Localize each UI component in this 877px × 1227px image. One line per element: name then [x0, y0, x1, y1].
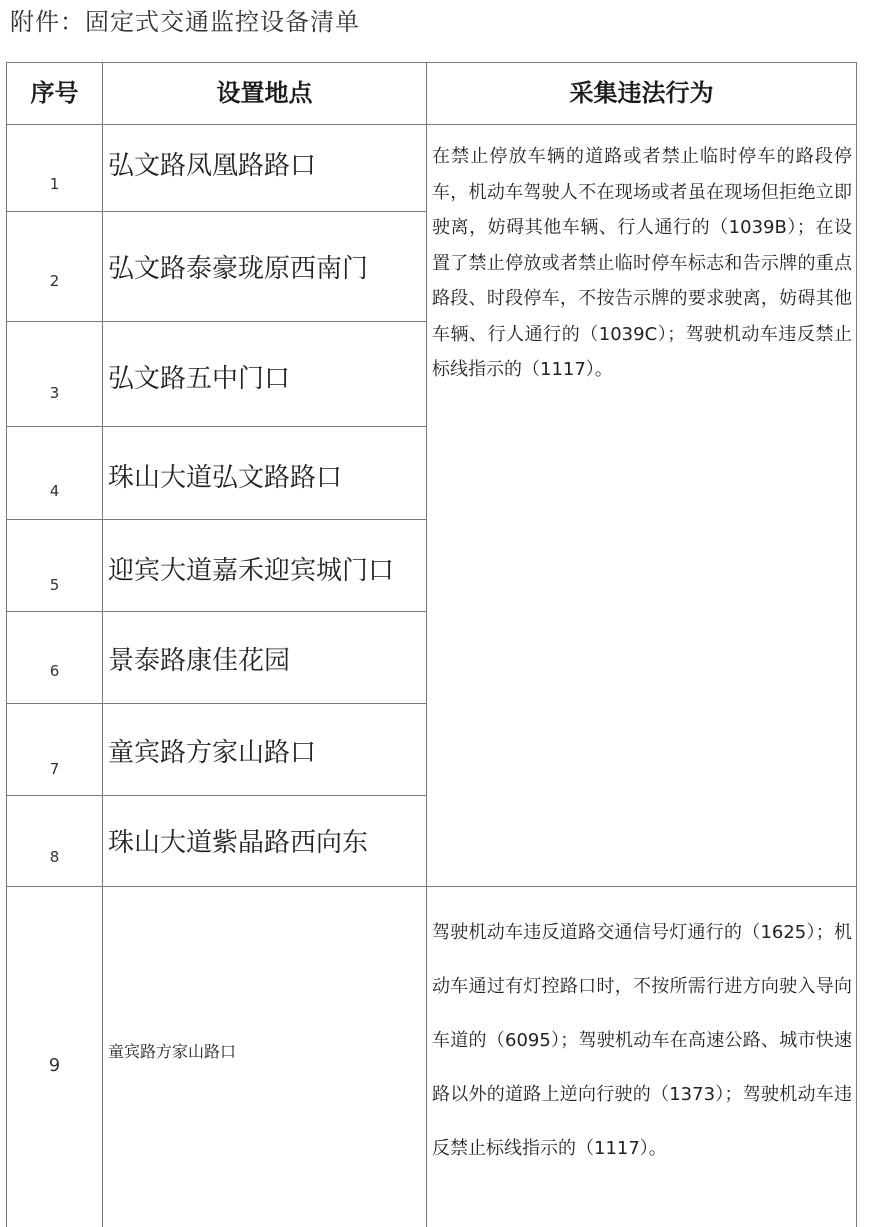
row-7-seq: 7 [7, 704, 103, 796]
row-4-seq: 4 [7, 427, 103, 520]
row-1-location: 弘文路凤凰路路口 [103, 125, 427, 212]
row-8-location: 珠山大道紫晶路西向东 [103, 796, 427, 887]
row-5-seq: 5 [7, 520, 103, 612]
document-title: 附件：固定式交通监控设备清单 [10, 8, 360, 36]
row-7-location: 童宾路方家山路口 [103, 704, 427, 796]
row-6-location: 景泰路康佳花园 [103, 612, 427, 704]
header-location: 设置地点 [103, 63, 427, 125]
device-list-table [6, 62, 857, 1227]
row-3-seq: 3 [7, 322, 103, 427]
row-4-location: 珠山大道弘文路路口 [103, 427, 427, 520]
row-2-seq: 2 [7, 212, 103, 322]
behavior-group-1: 在禁止停放车辆的道路或者禁止临时停车的路段停车，机动车驾驶人不在现场或者虽在现场但拒绝立即驶离，妨碍其他车辆、行人通行的（1039B）；在设置了禁止停放或者禁止临时停车标志和告示牌的重点路段、时段停车，不按告示牌的要求驶离，妨碍其他车辆、行人通行的（1039C）；驾驶机动车违反禁止标线指示的（1117）。 [427, 125, 856, 887]
row-3-location: 弘文路五中门口 [103, 322, 427, 427]
row-5-location: 迎宾大道嘉禾迎宾城门口 [103, 520, 427, 612]
row-9-seq: 9 [7, 887, 103, 1227]
row-2-location: 弘文路泰豪珑原西南门 [103, 212, 427, 322]
row-8-seq: 8 [7, 796, 103, 887]
behavior-group-2: 驾驶机动车违反道路交通信号灯通行的（1625）；机动车通过有灯控路口时，不按所需行进方向驶入导向车道的（6095）；驾驶机动车在高速公路、城市快速路以外的道路上逆向行驶的（1373）；驾驶机动车违反禁止标线指示的（1117）。 [432, 922, 852, 1159]
row-6-seq: 6 [7, 612, 103, 704]
header-behavior: 采集违法行为 [427, 63, 856, 125]
header-seq: 序号 [7, 63, 103, 125]
row-9-location: 童宾路方家山路口 [103, 887, 427, 1227]
row-1-seq: 1 [7, 125, 103, 212]
